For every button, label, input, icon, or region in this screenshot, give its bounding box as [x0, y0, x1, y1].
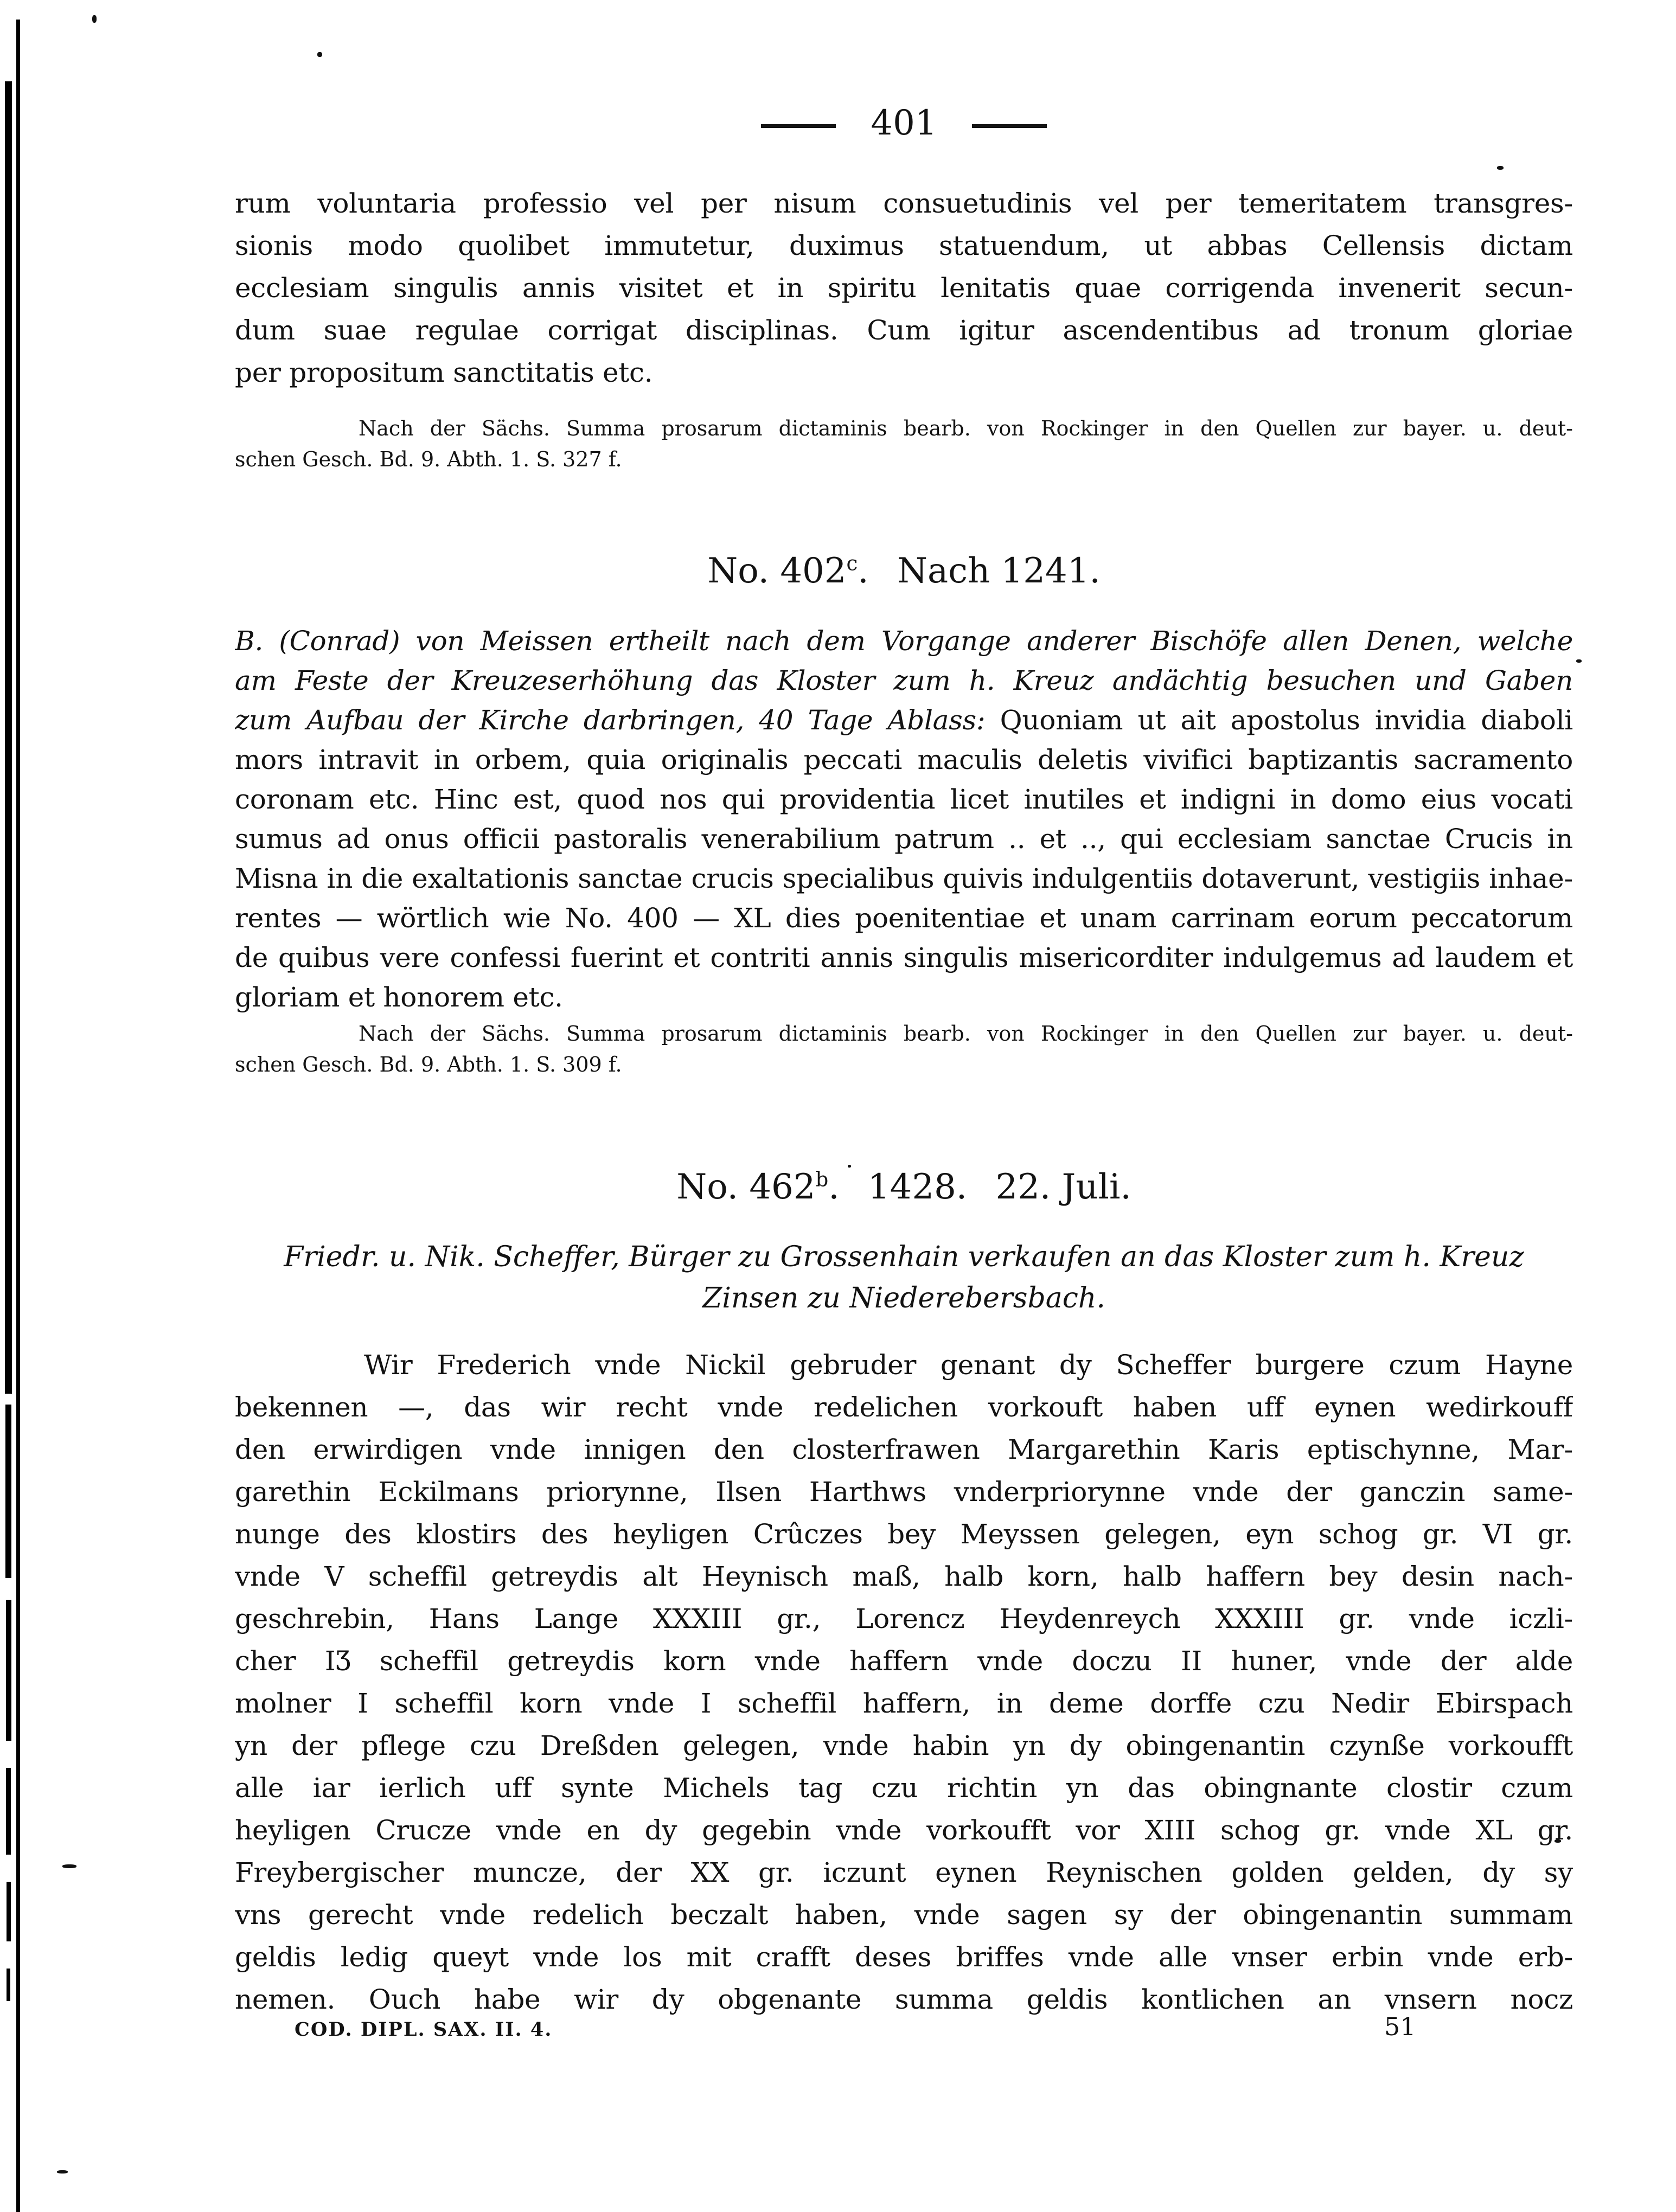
text-line: Wir Frederich vnde Nickil gebruder genant dy Scheffer burgere czum Hayne — [364, 1349, 1573, 1381]
text-line: nunge des klostirs des heyligen Crûczes bey Meyssen gelegen, eyn schog gr. VI gr. — [235, 1518, 1573, 1550]
text-line: Freybergischer muncze, der XX gr. iczunt eynen Reynischen golden gelden, dy sy — [235, 1857, 1573, 1888]
scan-binding-shadow — [7, 1969, 10, 2001]
text-line — [235, 701, 1573, 740]
text-line: dum suae regulae corrigat disciplinas. Cum igitur ascendentibus ad tronum gloriae — [235, 315, 1573, 346]
text-line: yn der pflege czu Dreßden gelegen, vnde habin yn dy obingenantin czynße vorkoufft — [235, 1730, 1573, 1761]
entry-402c-body — [235, 621, 1573, 1017]
entry-heading-462b — [235, 1167, 1573, 1207]
source-note-line: Nach der Sächs. Summa prosarum dictaminis bearb. von Rockinger in den Quellen zur bayer. u. deut- — [359, 416, 1573, 440]
text-line: B. (Conrad) von Meissen ertheilt nach dem Vorgange anderer Bischöfe allen Denen, welche — [235, 625, 1573, 657]
scan-speck — [57, 2170, 68, 2173]
text-line: per propositum sanctitatis etc. — [235, 357, 653, 388]
scan-binding-shadow — [6, 1768, 11, 1855]
entry-subtitle-462b — [235, 1236, 1573, 1319]
scan-binding-shadow — [5, 81, 12, 1394]
page-header — [235, 103, 1573, 143]
text-line: vns gerecht vnde redelich beczalt haben, vnde sagen sy der obingenantin summam — [235, 1899, 1573, 1931]
scan-speck — [317, 52, 322, 57]
text-line: molner I scheffil korn vnde I scheffil haffern, in deme dorffe czu Nedir Ebirspach — [235, 1688, 1573, 1719]
text-line: cher IƷ scheffil getreydis korn vnde haffern vnde doczu II huner, vnde der alde — [235, 1645, 1573, 1677]
text-line: sionis modo quolibet immutetur, duximus statuendum, ut abbas Cellensis dictam — [235, 230, 1573, 261]
text-line: Misna in die exaltationis sanctae crucis specialibus quivis indulgentiis dotaverunt, vestigiis inhae- — [235, 863, 1573, 894]
scan-speck — [1497, 166, 1504, 170]
footer-volume-label: COD. DIPL. SAX. II. 4. — [295, 2018, 553, 2041]
text-line: mors intravit in orbem, quia originalis peccati maculis deletis vivifici baptizantis sacramento — [235, 744, 1573, 775]
source-note — [235, 413, 1573, 475]
text-line: coronam etc. Hinc est, quod nos qui providentia licet inutiles et indigni in domo eius vocati — [235, 784, 1573, 815]
text-line: rentes — wörtlich wie No. 400 — XL dies poenitentiae et unam carrinam eorum peccatorum — [235, 902, 1573, 934]
entry-date: . Nach 1241. — [858, 551, 1101, 591]
entry-number-superscript: b — [815, 1168, 829, 1191]
scan-binding-shadow — [6, 1600, 11, 1741]
summary-italic-part: zum Aufbau der Kirche darbringen, 40 Tage Ablass: — [235, 704, 986, 736]
scan-speck — [1576, 659, 1582, 663]
paragraph-continuation — [235, 182, 1573, 394]
text-line: am Feste der Kreuzeserhöhung das Kloster zum h. Kreuz andächtig besuchen und Gaben — [235, 665, 1573, 696]
text-line: nemen. Ouch habe wir dy obgenante summa geldis kontlichen an vnsern nocz — [235, 1984, 1573, 2015]
scan-binding-shadow — [7, 1882, 11, 1941]
entry-number: No. 402 — [707, 551, 847, 591]
subtitle-line: Zinsen zu Niederebersbach. — [702, 1282, 1105, 1315]
entry-number-superscript: c — [846, 552, 858, 575]
entry-date: . 1428. 22. Juli. — [828, 1167, 1131, 1207]
entry-462b-body — [235, 1344, 1573, 2021]
entry-heading-402c — [235, 551, 1573, 591]
footer-sheet-number: 51 — [1384, 2012, 1416, 2041]
text-line: heyligen Crucze vnde en dy gegebin vnde vorkoufft vor XIII schog gr. vnde XL gr. — [235, 1815, 1573, 1846]
text-line: garethin Eckilmans priorynne, Ilsen Harthws vnderpriorynne vnde der ganczin same- — [235, 1476, 1573, 1508]
entry-number: No. 462 — [676, 1167, 816, 1207]
summary-roman-part: Quoniam ut ait apostolus invidia diaboli — [1000, 704, 1573, 736]
source-note-line: schen Gesch. Bd. 9. Abth. 1. S. 309 f. — [235, 1053, 622, 1076]
text-line: den erwirdigen vnde innigen den closterfrawen Margarethin Karis eptischynne, Mar- — [235, 1434, 1573, 1465]
text-line: sumus ad onus officii pastoralis venerabilium patrum .. et .., qui ecclesiam sanctae Crucis in — [235, 823, 1573, 855]
page-number: 401 — [871, 103, 937, 143]
text-line: bekennen —, das wir recht vnde redelichen vorkouft haben uff eynen wedirkouff — [235, 1392, 1573, 1423]
scan-binding-line — [16, 20, 20, 2212]
source-note-line: schen Gesch. Bd. 9. Abth. 1. S. 327 f. — [235, 447, 622, 471]
text-line: de quibus vere confessi fuerint et contriti annis singulis misericorditer indulgemus ad laudem et — [235, 942, 1573, 973]
subtitle-line: Friedr. u. Nik. Scheffer, Bürger zu Grossenhain verkaufen an das Kloster zum h. Kreuz — [284, 1241, 1524, 1273]
page-number-dash-left — [761, 124, 836, 128]
page-number-dash-right — [972, 124, 1047, 128]
text-line: geschrebin, Hans Lange XXXIII gr., Lorencz Heydenreych XXXIII gr. vnde iczli- — [235, 1603, 1573, 1634]
text-line: geldis ledig queyt vnde los mit crafft deses briffes vnde alle vnser erbin vnde erb- — [235, 1941, 1573, 1973]
text-line: ecclesiam singulis annis visitet et in spiritu lenitatis quae corrigenda invenerit secun- — [235, 272, 1573, 304]
source-note — [235, 1018, 1573, 1080]
text-line: vnde V scheffil getreydis alt Heynisch maß, halb korn, halb haffern bey desin nach- — [235, 1561, 1573, 1592]
text-line: alle iar ierlich uff synte Michels tag czu richtin yn das obingnante clostir czum — [235, 1772, 1573, 1804]
text-line: rum voluntaria professio vel per nisum consuetudinis vel per temeritatem transgres- — [235, 188, 1573, 219]
text-line: gloriam et honorem etc. — [235, 982, 563, 1013]
scan-binding-shadow — [5, 1405, 11, 1578]
scan-speck — [62, 1864, 76, 1868]
source-note-line: Nach der Sächs. Summa prosarum dictaminis bearb. von Rockinger in den Quellen zur bayer. u. deut- — [359, 1022, 1573, 1046]
scan-speck — [92, 15, 97, 23]
